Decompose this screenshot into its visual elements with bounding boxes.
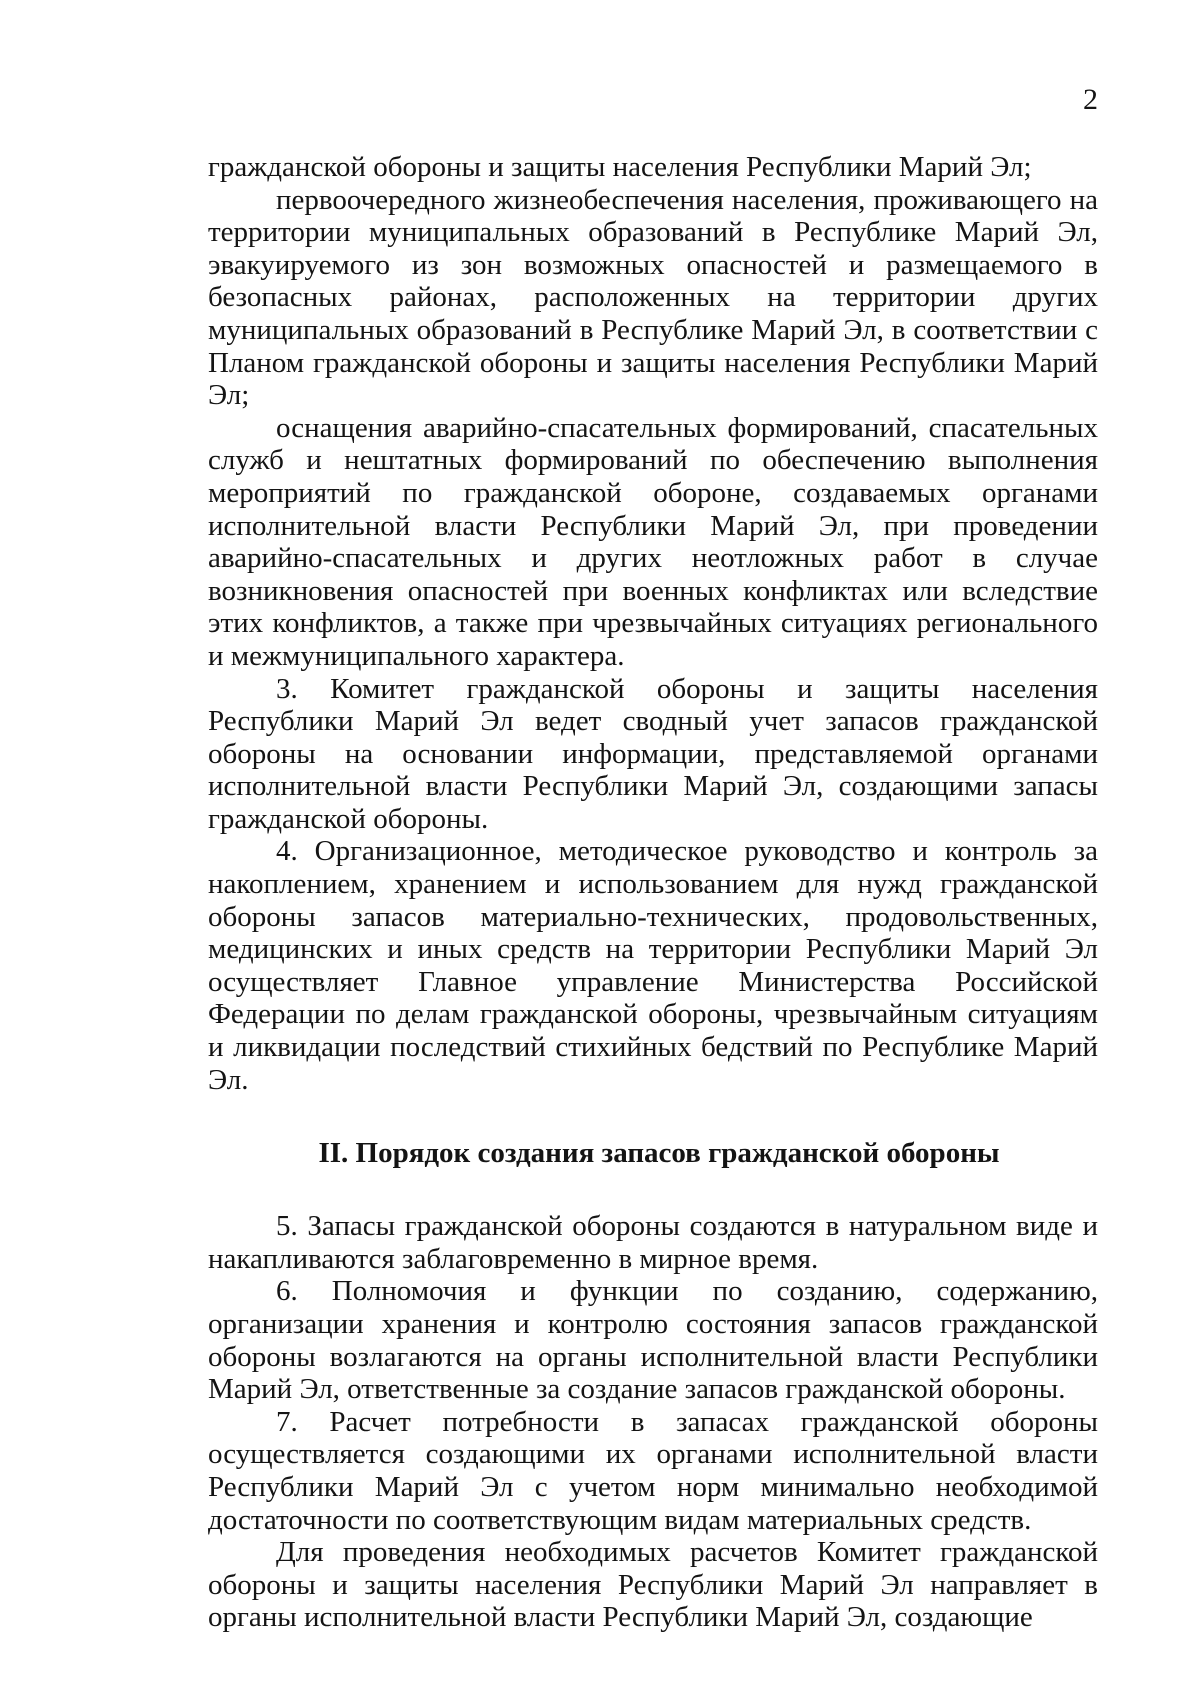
paragraph-p8: Для проведения необходимых расчетов Комитет гражданской обороны и защиты населения Республики Марий Эл направляет в органы исполнительной власти Республики Марий Эл, создающие [208,1536,1098,1634]
paragraph-p5: 5. Запасы гражданской обороны создаются в натуральном виде и накапливаются заблаговременно в мирное время. [208,1210,1098,1275]
paragraph-group-top [208,151,1098,1096]
page-number: 2 [1083,83,1098,116]
paragraph-p7: 7. Расчет потребности в запасах гражданской обороны осуществляется создающими их органами исполнительной власти Республики Марий Эл с учетом норм минимально необходимой достаточности по соответствующим видам материальных средств. [208,1405,1098,1536]
paragraph-p2: оснащения аварийно-спасательных формирований, спасательных служб и нештатных формирований по обеспечению выполнения мероприятий по гражданской обороне, создаваемых органами исполнительной власти Республики Марий Эл, при проведении аварийно-спасательных и других неотложных работ в случае возникновения опасностей при военных конфликтах или вследствие этих конфликтов, а также при чрезвычайных ситуациях регионального и межмуниципального характера. [208,411,1098,672]
paragraph-p1: первоочередного жизнеобеспечения населения, проживающего на территории муниципальных образований в Республике Марий Эл, эвакуируемого из зон возможных опасностей и размещаемого в безопасных районах, расположенных на территории других муниципальных образований в Республике Марий Эл, в соответствии с Планом гражданской обороны и защиты населения Республики Марий Эл; [208,183,1098,412]
document-body [208,151,1098,1634]
paragraph-group-bottom [208,1210,1098,1634]
paragraph-p0: гражданской обороны и защиты населения Республики Марий Эл; [208,151,1032,183]
section-heading: II. Порядок создания запасов гражданской обороны [318,1137,1000,1170]
paragraph-p6: 6. Полномочия и функции по созданию, содержанию, организации хранения и контролю состояния запасов гражданской обороны возлагаются на органы исполнительной власти Республики Марий Эл, ответственные за создание запасов гражданской обороны. [208,1275,1098,1406]
paragraph-p4: 4. Организационное, методическое руководство и контроль за накоплением, хранением и использованием для нужд гражданской обороны запасов материально-технических, продовольственных, медицинских и иных средств на территории Республики Марий Эл осуществляет Главное управление Министерства Российской Федерации по делам гражданской обороны, чрезвычайным ситуациям и ликвидации последствий стихийных бедствий по Республике Марий Эл. [208,835,1098,1096]
paragraph-p3: 3. Комитет гражданской обороны и защиты населения Республики Марий Эл ведет сводный учет запасов гражданской обороны на основании информации, представляемой органами исполнительной власти Республики Марий Эл, создающими запасы гражданской обороны. [208,672,1098,835]
